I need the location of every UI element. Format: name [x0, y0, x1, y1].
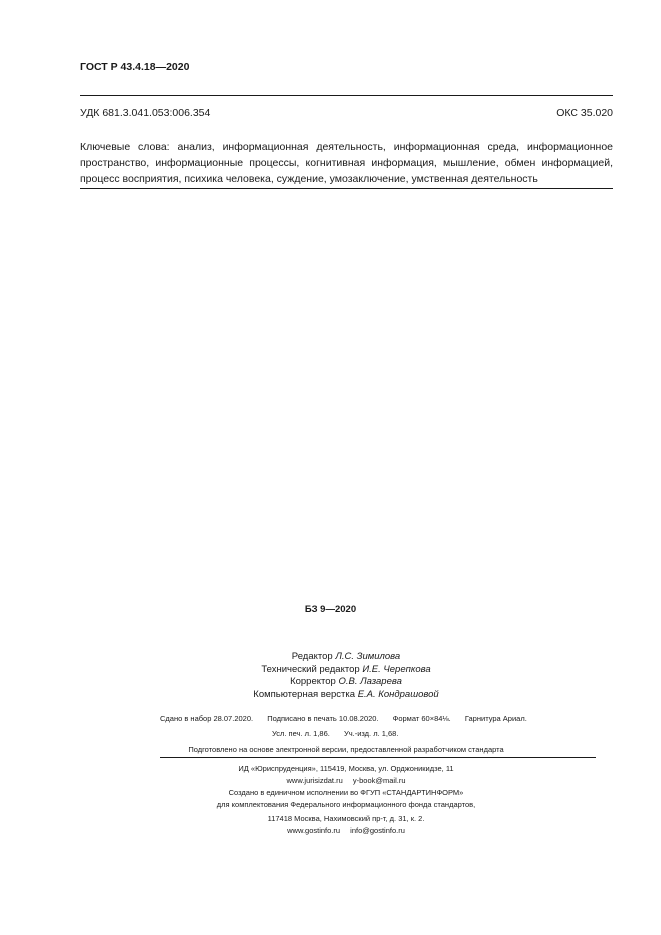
bz-number: БЗ 9—2020: [304, 604, 357, 615]
staff-role: Компьютерная верстка: [253, 688, 356, 700]
staff-line-proofreader: [0, 676, 661, 689]
signed-date: Подписано в печать 10.08.2020.: [267, 714, 379, 723]
typeset-date: Сдано в набор 28.07.2020.: [160, 714, 254, 723]
paper-format: Формат 60×84⅛.: [392, 714, 451, 723]
keywords-paragraph: Ключевые слова: анализ, информационная деятельность, информационная среда, информационное пространство, информационные процессы, когнитивная информация, мышление, обмен информацией, процесс восприятия, психика человека, суждение, умозаключение, умственная деятельность: [80, 141, 613, 185]
staff-line-layout: [0, 689, 661, 702]
printing-line-2: [272, 729, 410, 738]
printing-line-1: [160, 714, 600, 723]
typeface: Гарнитура Ариал.: [464, 714, 527, 723]
standartinform-address: 117418 Москва, Нахимовский пр-т, д. 31, к. 2.: [267, 814, 425, 823]
divider-imprint: [160, 757, 596, 758]
staff-credits: [0, 651, 661, 701]
divider-keywords: [80, 188, 613, 189]
publisher-email-link[interactable]: y-book@mail.ru: [352, 776, 406, 785]
staff-role: Технический редактор: [261, 663, 360, 675]
staff-name: Е.А. Кондрашовой: [357, 688, 439, 700]
staff-line-editor: [0, 651, 661, 664]
oks-code: ОКС 35.020: [556, 107, 613, 119]
gostinfo-email-link[interactable]: info@gostinfo.ru: [350, 826, 405, 835]
print-sheets: Усл. печ. л. 1,86.: [272, 729, 330, 738]
staff-line-tech-editor: [0, 664, 661, 677]
publisher-sheets: Уч.-изд. л. 1,68.: [343, 729, 399, 738]
staff-name: Л.С. Зимилова: [335, 651, 401, 662]
standartinform-contacts: [0, 825, 661, 837]
publisher-website-link[interactable]: www.jurisizdat.ru: [286, 776, 343, 785]
gostinfo-website-link[interactable]: www.gostinfo.ru: [287, 826, 341, 835]
udk-code: УДК 681.3.041.053:006.354: [80, 107, 211, 119]
created-note: Создано в единичном исполнении во ФГУП «СТАНДАРТИНФОРМ»: [228, 788, 464, 797]
staff-name: И.Е. Черепкова: [362, 663, 431, 675]
fund-note: для комплектования Федерального информационного фонда стандартов,: [216, 800, 476, 809]
staff-name: О.В. Лазарева: [338, 676, 402, 687]
publisher-contacts: [0, 775, 661, 787]
prepared-note: Подготовлено на основе электронной версии, предоставленной разработчиком стандарта: [188, 745, 504, 754]
divider-top: [80, 95, 613, 96]
staff-role: Корректор: [290, 676, 336, 687]
staff-role: Редактор: [291, 651, 333, 662]
publisher-address: ИД «Юриспруденция», 115419, Москва, ул. Орджоникидзе, 11: [238, 764, 454, 773]
document-code: ГОСТ Р 43.4.18—2020: [80, 61, 190, 73]
